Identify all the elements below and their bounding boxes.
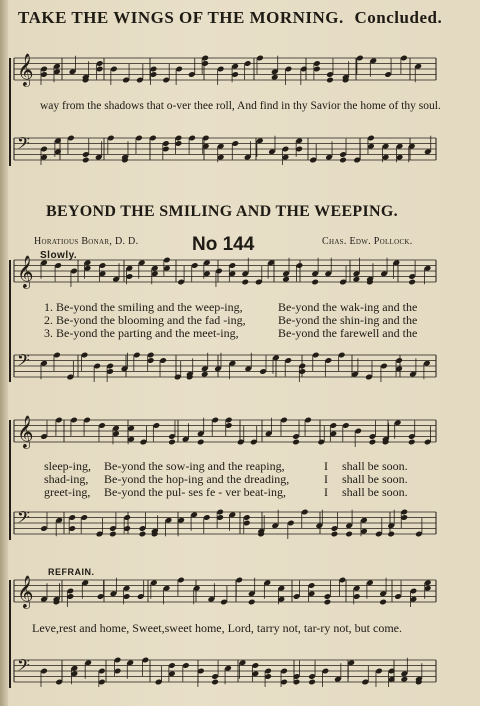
verse-text: Be-yond the shin-ing and the — [278, 313, 418, 327]
note-head — [387, 531, 395, 538]
verse-number: 1. — [44, 300, 53, 314]
verse-text: shall be soon. — [342, 472, 408, 486]
verse-text: Be-yond the wak-ing and the — [278, 300, 418, 314]
note-head — [369, 439, 377, 446]
bass-clef: 𝄢 — [17, 350, 30, 374]
note-head — [201, 371, 209, 378]
verse-number: 3. — [44, 326, 53, 340]
note-head — [211, 679, 219, 686]
note-head — [379, 599, 387, 606]
verse-text: Be-yond the pul- ses fe - ver beat-ing, — [104, 485, 286, 499]
hymn-number: No 144 — [192, 234, 255, 255]
note-head — [282, 276, 290, 283]
note-head — [400, 676, 408, 683]
note-head — [292, 439, 300, 446]
verse-text: shall be soon. — [342, 459, 408, 473]
note-head — [197, 439, 205, 446]
verse-text: greet-ing, — [44, 485, 91, 499]
note-head — [168, 439, 176, 446]
note-head — [331, 531, 339, 538]
treble-clef: 𝄞 — [17, 255, 34, 288]
top-lyric-line: way from the shadows that o-ver thee roll, And find in thy Savior the home of thy soul. — [40, 100, 441, 112]
note-head — [248, 599, 256, 606]
note-head — [339, 157, 347, 164]
note-head — [353, 276, 361, 283]
section-title: TAKE THE WINGS OF THE MORNING. — [18, 8, 344, 27]
note-head — [271, 74, 279, 81]
verse-text: I — [324, 485, 328, 499]
verse-text: shall be soon. — [342, 485, 408, 499]
bass-clef: 𝄢 — [17, 133, 30, 157]
treble-clef: 𝄞 — [17, 53, 34, 86]
verse-text: Be-yond the parting and the meet-ing, — [56, 326, 239, 340]
note-head — [408, 439, 416, 446]
verse-text: I — [324, 459, 328, 473]
note-head — [308, 679, 316, 686]
treble-clef: 𝄞 — [17, 575, 34, 608]
note-head — [241, 279, 249, 286]
verse-text: Be-yond the smiling and the weep-ing, — [56, 300, 243, 314]
bass-clef: 𝄢 — [17, 507, 30, 531]
treble-clef: 𝄞 — [17, 415, 34, 448]
note-head — [326, 77, 334, 84]
note-head — [345, 531, 353, 538]
verse-text: sleep-ing, — [44, 459, 91, 473]
verse-text: Be-yond the farewell and the — [278, 326, 418, 340]
verse-text: Be-yond the blooming and the fad -ing, — [56, 313, 246, 327]
tempo-marking: Slowly. — [40, 250, 78, 261]
words-credit: Horatious Bonar, D. D. — [34, 236, 139, 247]
music-credit: Chas. Edw. Pollock. — [322, 236, 413, 247]
note-head — [311, 279, 319, 286]
refrain-label: REFRAIN. — [48, 567, 95, 577]
note-head — [139, 531, 147, 538]
verse-text: Be-yond the sow-ing and the reaping, — [104, 459, 285, 473]
hymn-title: BEYOND THE SMILING AND THE WEEPING. — [46, 203, 398, 220]
note-head — [408, 279, 416, 286]
note-head — [82, 157, 90, 164]
section-title-suffix: Concluded. — [354, 8, 443, 27]
verse-text: I — [324, 472, 328, 486]
refrain-lyric-line: Leve,rest and home, Sweet,sweet home, Lord, tarry not, tar-ry not, but come. — [32, 621, 402, 635]
verse-text: Be-yond the hop-ing and the dreading, — [104, 472, 290, 486]
verse-text: shad-ing, — [44, 472, 89, 486]
note-head — [109, 531, 117, 538]
note-head — [324, 599, 332, 606]
verse-number: 2. — [44, 313, 53, 327]
bass-clef: 𝄢 — [17, 655, 30, 679]
